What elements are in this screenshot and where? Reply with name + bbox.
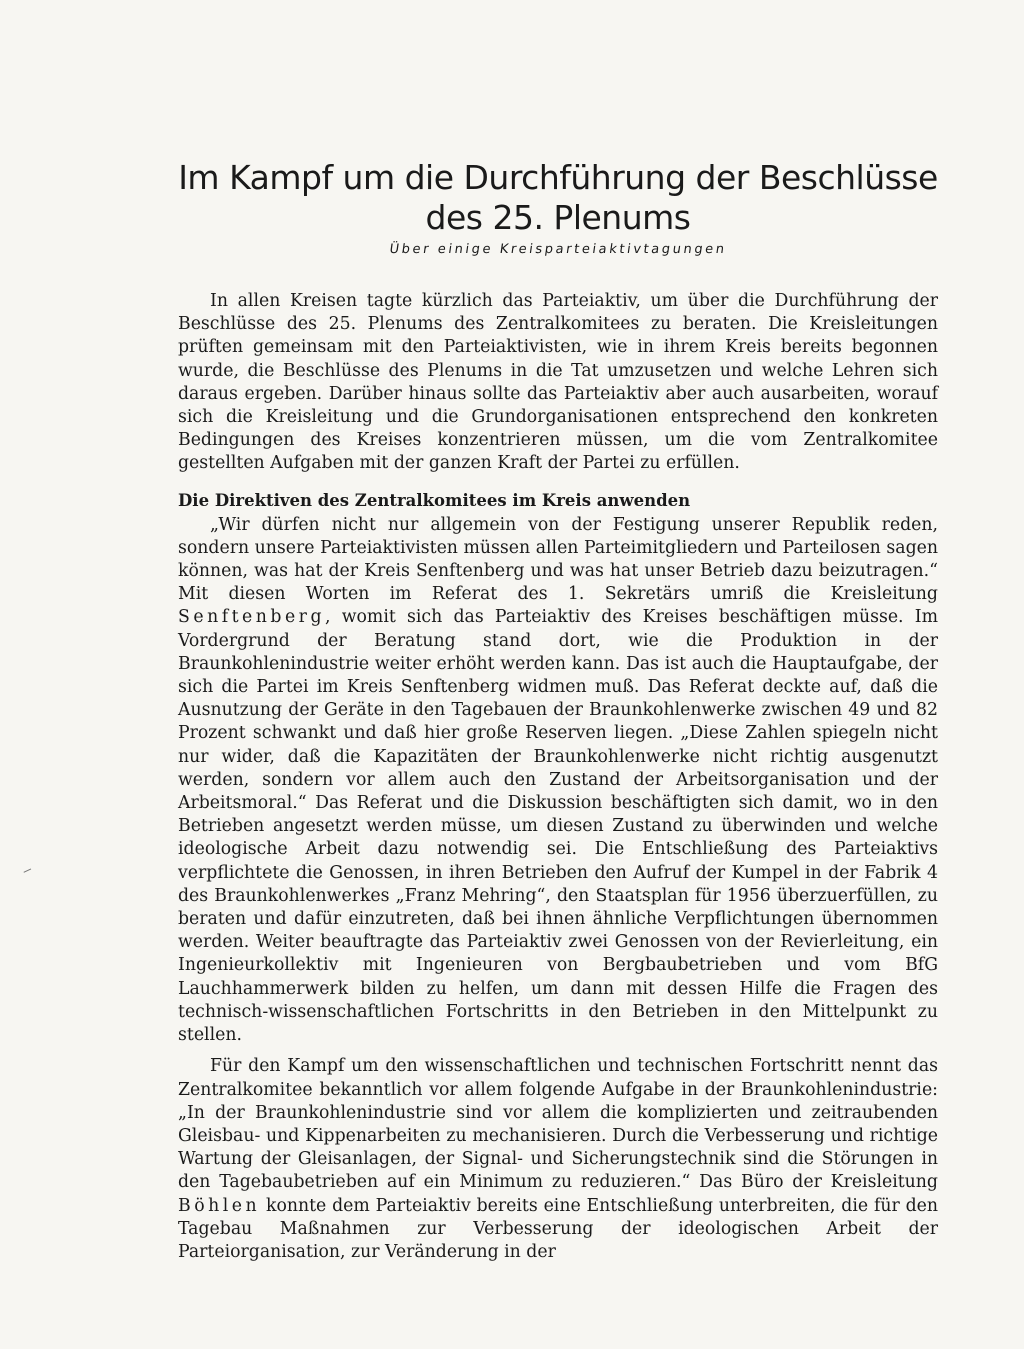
body-paragraph-1-text-a: „Wir dürfen nicht nur allgemein von der Festigung unserer Republik reden, sondern unsere Parteiaktivisten müssen allen Parteimitgliedern und Parteilosen sagen können, was hat der Kreis Senftenberg und was hat unser Betrieb dazu beizutragen.“ Mit diesen Worten im Referat des 1. Sekretärs umriß die Kreisleitung <box>178 514 938 605</box>
body-paragraph-2 <box>178 1055 938 1264</box>
article-title-line-1: Im Kampf um die Durchführung der Beschlüsse <box>178 158 938 197</box>
spaced-place-name-senftenberg: Senftenberg <box>178 607 326 628</box>
body-paragraph-2-text-b: konnte dem Parteiaktiv bereits eine Entschließung unterbreiten, die für den Tagebau Maßnahmen zur Verbesserung der ideologischen Arbeit der Parteiorganisation, zur Veränderung in der <box>178 1195 938 1262</box>
intro-paragraph: In allen Kreisen tagte kürzlich das Parteiaktiv, um über die Durchführung der Beschlüsse des 25. Plenums des Zentralkomitees zu beraten. Die Kreisleitungen prüften gemeinsam mit den Parteiaktivisten, wie in ihrem Kreis bereits begonnen wurde, die Beschlüsse des Plenums in die Tat umzusetzen und welche Lehren sich daraus ergeben. Darüber hinaus sollte das Parteiaktiv aber auch ausarbeiten, worauf sich die Kreisleitung und die Grundorganisationen entsprechend den konkreten Bedingungen des Kreises konzentrieren müssen, um die vom Zentralkomitee gestellten Aufgaben mit der ganzen Kraft der Partei zu erfüllen. <box>178 291 938 474</box>
spaced-place-name-boehlen: Böhlen <box>178 1195 261 1216</box>
body-paragraph-1-text-b: , womit sich das Parteiaktiv des Kreises beschäftigen müsse. Im Vordergrund der Beratung stand dort, wie die Produktion in der Braunkohlenindustrie weiter erhöht werden kann. Das ist auch die Hauptaufgabe, der sich die Partei im Kreis Senftenberg widmen muß. Das Referat deckte auf, daß die Ausnutzung der Geräte in den Tagebauen der Braunkohlenwerke zwischen 49 und 82 Prozent schwankt und daß hier große Reserven liegen. „Diese Zahlen spiegeln nicht nur wider, daß die Kapazitäten der Braunkohlenwerke nicht richtig ausgenutzt werden, sondern vor allem auch den Zustand der Arbeitsorganisation und der Arbeitsmoral.“ Das Referat und die Diskussion beschäftigten sich damit, wo in den Betrieben angesetzt werden müsse, um diesen Zustand zu überwinden und welche ideologische Arbeit dazu notwendig sei. Die Entschließung des Parteiaktivs verpflichtete die Genossen, in ihren Betrieben den Aufruf der Kumpel in der Fabrik 4 des Braunkohlenwerkes „Franz Mehring“, den Staatsplan für 1956 überzuerfüllen, zu beraten und dafür einzutreten, daß bei ihnen ähnliche Verpflichtungen übernommen werden. Weiter beauftragte das Parteiaktiv zwei Genossen von der Revierleitung, ein Ingenieurkollektiv mit Ingenieuren von Bergbaubetrieben und vom BfG Lauchhammerwerk bilden zu helfen, um dann mit dessen Hilfe die Fragen des technisch-wissenschaftlichen Fortschritts in den Betrieben in den Mittelpunkt zu stellen. <box>178 607 938 1046</box>
article-subtitle: Über einige Kreisparteiaktivtagungen <box>388 242 728 257</box>
document-page <box>178 158 938 1264</box>
body-paragraph-2-text-a: Für den Kampf um den wissenschaftlichen und technischen Fortschritt nennt das Zentralkomitee bekanntlich vor allem folgende Aufgabe in der Braunkohlenindustrie: „In der Braunkohlenindustrie sind vor allem die komplizierten und zeitraubenden Gleisbau- und Kippenarbeiten zu mechanisieren. Durch die Verbesserung und richtige Wartung der Gleisanlagen, der Signal- und Sicherungstechnik sind die Störungen in den Tagebaubetrieben auf ein Minimum zu reduzieren.“ Das Büro der Kreisleitung <box>178 1056 938 1193</box>
section-heading: Die Direktiven des Zentralkomitees im Kreis anwenden <box>178 490 691 510</box>
article-title <box>178 158 938 238</box>
body-paragraph-1 <box>178 514 938 1048</box>
scan-speck <box>24 868 33 875</box>
article-title-line-2: des 25. Plenums <box>425 198 691 237</box>
